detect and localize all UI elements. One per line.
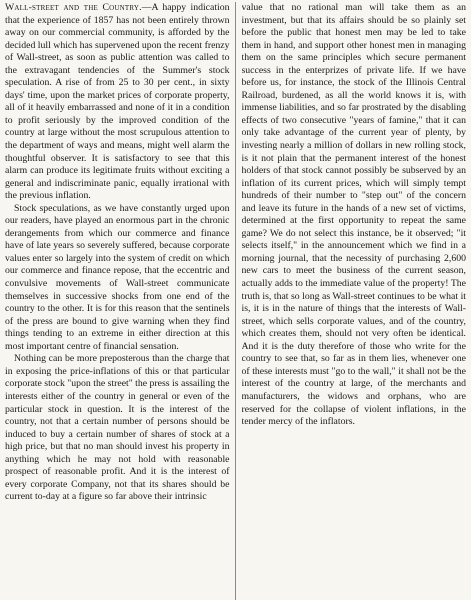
article-paragraph-4: value that no rational man will take them as an investment, but that its affairs should be so plainly set before the public that honest men may be led to take them in hand, and support other honest men in managing them on the same principles which secure permanent success in the enterprizes of private life. If we have before us, for instance, the stock of the Illinois Central Railroad, burdened, as all the world knows it is, with immense liabilities, and so far prostrated by the disabling effects of two consecutive "years of famine," that it can only take advantage of the current year of plenty, by investing nearly a million of dollars in new rolling stock, is it not plain that the permanent interest of the honest holders of that stock cannot possibly be subserved by an inflation of its current prices, which will simply tempt hundreds of their number to "step out" of the concern and leave its future in the hands of a new set of victims, determined at the first opportunity to repeat the same game? We do not select this instance, be it observed; "it selects itself," in the announcement which we find in a morning journal, that the necessity of purchasing 2,600 new cars to meet the business of the current season, actually adds to the immediate value of the property! The truth is, that so long as Wall-street continues to be what it is, it is in the nature of things that the interests of Wall-street, which sells corporate values, and of the country, which creates them, should not very often be identical. And it is the duty therefore of those who write for the country to see that, so far as in them lies, whenever one of these interests must "go to the wall," it shall not be the interest of the country at large, of the merchants and manufacturers, the widows and orphans, who are reserved for the collapse of violent inflations, in the tender mercy of the inflators. [241,2,466,428]
column-divider [235,2,236,600]
heading-dash: — [141,2,152,13]
article-column-right [242,2,467,600]
article-paragraph-3: Nothing can be more preposterous than the charge that in exposing the price-inflations of this or that particular corporate stock "upon the street" the press is assailing the interests either of the country in general or even of the particular stock in question. It is the interest of the country, not that a certain number of persons should be induced to buy a certain number of shares of stock at a high price, but that no man should invest his property in anything which he may not hold with reasonable prospect of reasonable profit. And it is the interest of every corporate Company, not that its shares should be current to-day at a figure so far above their intrinsic [5,353,230,503]
paragraph-1-text: A happy indication that the experience of 1857 has not been entirely thrown away on our commercial community, is afforded by the decided lull which has supervened upon the recent frenzy of Wall-street, as soon as public attention was called to the extravagant tendencies of the Summer's stock speculation. A rise of from 25 to 30 per cent., in sixty days' time, upon the market prices of corporate property, all of it heavily embarrassed and none of it in a condition to profit seriously by the improved condition of the country at large without the most scrupulous attention to the department of ways and means, might well alarm the thoughtful observer. It is satisfactory to see that this alarm can produce its legitimate fruits without exciting a general and indiscriminate panic, equally irrational with the previous inflation. [5,2,230,202]
article-paragraph-2: Stock speculations, as we have constantly urged upon our readers, have played an enormous part in the chronic derangements from which our commerce and finance have of late years so severely suffered, because corporate values enter so largely into the system of credit on which our commerce and finance repose, that the eccentric and convulsive movements of Wall-street communicate themselves in successive shocks from one end of the country to the other. It is for this reason that the sentinels of the press are bound to give warning when they find things tending to an extreme in either direction at this most important centre of financial sensation. [5,202,230,352]
article-column-left [5,2,230,600]
article-paragraph-1 [5,2,230,203]
article-heading: Wall-street and the Country. [5,2,142,13]
